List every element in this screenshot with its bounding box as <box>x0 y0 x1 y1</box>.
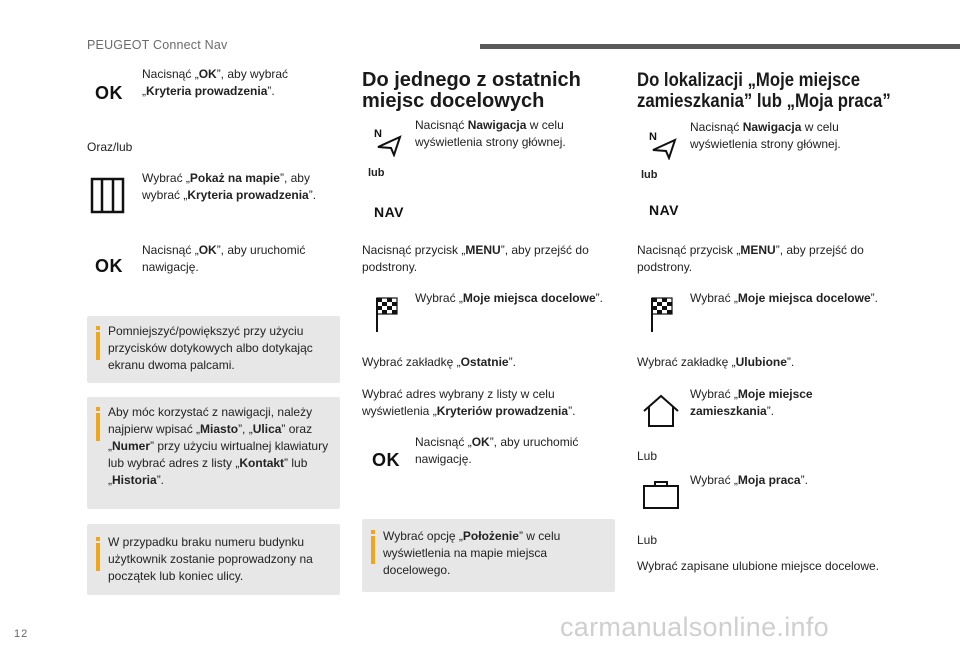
or-and-label: Oraz/lub <box>87 140 133 154</box>
info-note-building-number: W przypadku braku numeru budynku użytkownik zostanie poprowadzony na początek lub koniec ulicy. <box>87 524 340 595</box>
watermark: carmanualsonline.info <box>560 612 829 642</box>
navigation-icon <box>372 125 408 157</box>
info-icon <box>96 537 100 541</box>
info-note-address-entry: Aby móc korzystać z nawigacji, należy najpierw wpisać „Miasto”, „Ulica” oraz „Numer” przy użyciu wirtualnej klawiatury lub wybrać adres z listy „Kontakt” lub „Historia”. <box>87 397 340 509</box>
step-select-favourite: Wybrać zapisane ulubione miejsce docelowe. <box>637 559 880 573</box>
header-rule <box>480 44 960 49</box>
info-icon <box>371 530 375 534</box>
or-label: Lub <box>637 449 658 463</box>
step-my-destinations: Wybrać „Moje miejsca docelowe”. <box>415 291 603 305</box>
briefcase-icon <box>641 478 681 510</box>
svg-text:N: N <box>374 128 382 140</box>
or-label: lub <box>368 167 385 179</box>
section-title-home-work: Do lokalizacji „Moje miejsce zamieszkania” lub „Moja praca” <box>637 70 891 112</box>
map-icon <box>90 177 126 215</box>
checkered-flag-icon <box>649 296 675 334</box>
info-icon <box>96 407 100 411</box>
step-press-menu: Nacisnąć przycisk „MENU”, aby przejść do podstrony. <box>637 243 864 274</box>
home-icon <box>641 393 681 429</box>
or-label: lub <box>641 169 658 181</box>
navigation-icon <box>647 128 683 160</box>
step-tab-recent: Wybrać zakładkę „Ostatnie”. <box>362 355 516 369</box>
step-my-destinations: Wybrać „Moje miejsca docelowe”. <box>690 291 878 305</box>
svg-text:N: N <box>649 131 657 143</box>
section-title-recent-destinations: Do jednego z ostatnich miejsc docelowych <box>362 69 581 112</box>
ok-button-icon: OK <box>95 256 123 276</box>
or-label: Lub <box>637 533 658 547</box>
ok-button-icon: OK <box>372 450 400 470</box>
info-note-zoom: Pomniejszyć/powiększyć przy użyciu przycisków dotykowych albo dotykając ekranu dwoma palcami. <box>87 316 340 383</box>
step-select-address: Wybrać adres wybrany z listy w celu wyświetlenia „Kryteriów prowadzenia”. <box>362 387 576 418</box>
ok-button-icon: OK <box>95 83 123 103</box>
info-icon <box>96 326 100 330</box>
nav-button-icon: NAV <box>374 204 405 220</box>
info-note-position: Wybrać opcję „Położenie” w celu wyświetlenia na mapie miejsca docelowego. <box>362 519 615 592</box>
document-header-title: PEUGEOT Connect Nav <box>87 38 228 52</box>
step-select-home: Wybrać „Moje miejsce zamieszkania”. <box>690 387 813 418</box>
step-press-navigation: Nacisnąć Nawigacja w celu wyświetlenia strony głównej. <box>690 120 841 151</box>
step-select-work: Wybrać „Moja praca”. <box>690 473 808 487</box>
nav-button-icon: NAV <box>649 202 680 218</box>
step-show-on-map: Wybrać „Pokaż na mapie”, aby wybrać „Kryteria prowadzenia”. <box>142 171 317 202</box>
step-ok-criteria: Nacisnąć „OK”, aby wybrać „Kryteria prowadzenia”. <box>142 67 289 98</box>
step-ok-start: Nacisnąć „OK”, aby uruchomić nawigację. <box>415 435 579 466</box>
step-press-menu: Nacisnąć przycisk „MENU”, aby przejść do podstrony. <box>362 243 589 274</box>
step-ok-start: Nacisnąć „OK”, aby uruchomić nawigację. <box>142 243 306 274</box>
page-number: 12 <box>14 628 29 640</box>
checkered-flag-icon <box>374 296 400 334</box>
step-tab-favourites: Wybrać zakładkę „Ulubione”. <box>637 355 795 369</box>
step-press-navigation: Nacisnąć Nawigacja w celu wyświetlenia strony głównej. <box>415 118 566 149</box>
